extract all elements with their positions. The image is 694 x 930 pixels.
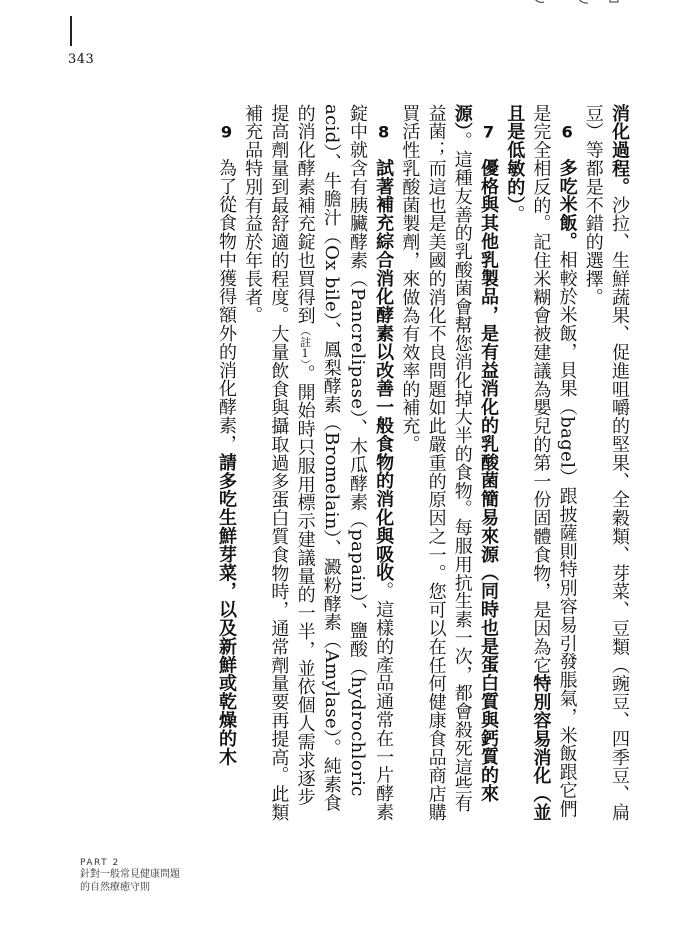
bold-lead: 消化過程。: [609, 104, 630, 196]
list-item-6: [501, 104, 580, 824]
page-footer: [80, 858, 180, 894]
item-number: 6: [561, 123, 573, 140]
paragraph-text: 。這種友善的乳酸菌會幫您消化掉大半的食物。每服用抗生素一次，都會殺死這些有益菌；而這也是美國的消化不良問題如此嚴重的原因之一。您可以在任何健康食品商店購買活性乳酸菌製劑，來做為有效率的補充。: [399, 104, 473, 822]
footer-part-label: PART 2: [80, 858, 120, 868]
page-number: 343: [68, 52, 95, 67]
item-number: 8: [378, 123, 390, 140]
footnote-ref-close: ）: [298, 358, 312, 365]
vertical-body-text: [72, 104, 632, 824]
bold-tail: 請多吃生鮮芽菜，以及新鮮或乾燥的木: [215, 452, 237, 766]
paragraph-continuation: [580, 104, 632, 824]
bold-lead: 多吃米飯。: [556, 158, 578, 251]
paragraph-text: 。這樣的產品通常在一片酵素錠中就含有胰臟酵素（Pancrelipase）、木瓜酵素（papain）、鹽酸（hydrochloric acid）、牛膽汁（Ox bile）、鳳梨酵素（Bromelain）、澱粉酵素（Amylase）。純素食的消化酵素補充錠也買得到: [294, 104, 395, 821]
page-marker-bar: [70, 16, 72, 46]
paragraph-end: 。: [504, 205, 526, 224]
paragraph-text: 相較於米飯，貝果（bagel）跟披薩則特別容易引發脹氣，米飯跟它們是完全相反的。記住米糊會被建議為嬰兒的第一份固體食物，是因為它: [530, 104, 578, 818]
footnote-ref-open: （註: [298, 324, 312, 348]
paragraph-text-continued: 。開始時只服用標示建議量的一半，並依個人需求逐步提高劑量到最舒適的程度。大量飲食與攝取過多蛋白質食物時，通常劑量要再提高。此類補充品特別有益於年長者。: [242, 104, 316, 822]
bold-lead: 試著補充綜合消化酵素以改善一般食物的消化與吸收: [373, 158, 395, 582]
list-item-7: [396, 104, 501, 824]
footnote-number: 1: [301, 347, 309, 359]
item-number: 9: [220, 123, 233, 140]
list-item-8: [239, 104, 396, 824]
footer-subtitle-line-1: 針對一般常見健康問題: [80, 869, 180, 880]
top-edge-marks: [530, 0, 670, 8]
bold-tail: 特別容易消化（並且是低敏的）: [504, 104, 552, 822]
item-number: 7: [482, 123, 495, 140]
paragraph-text: 為了從食物中獲得額外的消化酵素，: [215, 158, 237, 453]
bold-lead: 優格與其他乳製品，是有益消化的乳酸菌簡易來源（同時也是蛋白質與鈣質的來源）: [451, 104, 499, 803]
paragraph-text: 沙拉、生鮮蔬果、促進咀嚼的堅果、全穀類、芽菜、豆類（豌豆、四季豆、扁豆）等都是不錯的選擇。: [582, 104, 630, 822]
footer-subtitle-line-2: 的自然療癒守則: [80, 882, 150, 893]
list-item-9: [213, 104, 239, 824]
